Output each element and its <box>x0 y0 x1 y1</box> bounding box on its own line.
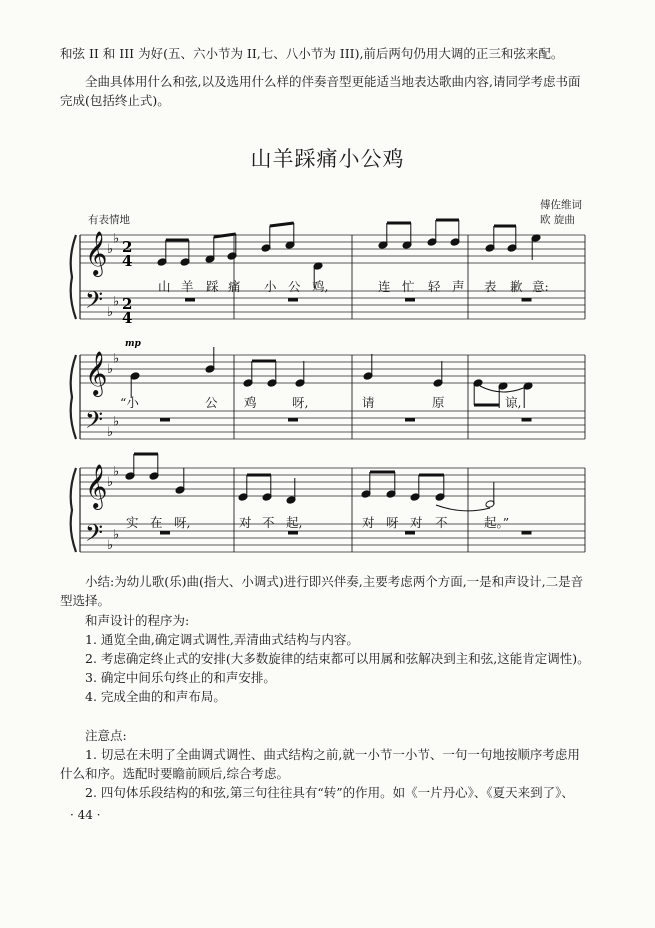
lyric-syllable: 呀 <box>386 515 399 530</box>
whole-rest-icon <box>405 298 415 302</box>
song-title: 山羊踩痛小公鸡 <box>250 147 405 171</box>
bass-clef-icon: 𝄢 <box>85 406 104 439</box>
lyric-syllable: 山 <box>158 279 171 294</box>
treble-clef-icon: 𝄞 <box>85 351 108 395</box>
treble-clef-icon: 𝄞 <box>85 464 108 508</box>
procedure-steps <box>60 630 590 706</box>
lyric-syllable: 对 <box>362 515 375 530</box>
lyric-syllable: 公 <box>205 395 218 410</box>
whole-rest-icon <box>522 531 532 535</box>
page-number: · 44 · <box>70 808 101 822</box>
lyric-syllable: 忙 <box>402 279 415 294</box>
attention-2: 2. 四句体乐段结构的和弦,第三句往往具有“转”的作用。如《一片丹心》、《夏天来到了》、 <box>85 785 574 800</box>
flat-icon: ♭ <box>113 464 120 480</box>
whole-rest-icon <box>160 531 170 535</box>
procedure-heading-text: 和声设计的程序为: <box>85 613 190 628</box>
whole-rest-icon <box>160 418 170 422</box>
step-2: 2. 考虑确定终止式的安排(大多数旋律的结束都可以用属和弦解决到主和弦,这能肯定调性)。 <box>85 651 590 666</box>
step-3: 3. 确定中间乐句终止的和声安排。 <box>85 670 276 685</box>
lyric-syllable: 起, <box>286 515 303 530</box>
lyric-syllable: 轻 <box>428 279 441 294</box>
lyric-syllable: 不 <box>435 515 448 530</box>
lyricist-credit: 傅佐维词 <box>540 199 582 211</box>
lyric-syllable: 表 <box>484 279 497 294</box>
whole-rest-icon <box>522 298 532 302</box>
flat-icon: ♭ <box>107 425 114 440</box>
lyric-syllable: 不 <box>262 515 275 530</box>
whole-rest-icon <box>185 298 195 302</box>
lyric-syllable: 意: <box>532 279 549 294</box>
lyric-syllable: 实 <box>126 515 139 530</box>
treble-clef-icon: 𝄞 <box>85 231 108 275</box>
lyric-syllable: 谅, <box>505 395 522 410</box>
whole-rest-icon <box>522 418 532 422</box>
intro-paragraph: 全曲具体用什么和弦,以及选用什么样的伴奏音型更能适当地表达歌曲内容,请同学考虑书面完成(包括终止式)。 <box>60 74 581 108</box>
lyric-syllable: 鸡, <box>312 279 329 294</box>
whole-rest-icon <box>405 418 415 422</box>
attention-heading: 注意点: <box>85 728 127 743</box>
lyric-syllable: 起。” <box>484 515 510 530</box>
lyric-syllable: 在 <box>150 515 163 530</box>
lyric-syllable: 歉 <box>510 279 523 294</box>
dynamic-mark: mp <box>125 339 141 349</box>
lyric-syllable: 声 <box>452 279 465 294</box>
intro-line-1: 和弦 II 和 III 为好(五、六小节为 II,七、八小节为 III),前后两句仍用大调的正三和弦来配。 <box>60 46 564 61</box>
lyric-syllable: 原 <box>432 395 445 410</box>
flat-icon: ♭ <box>113 294 120 310</box>
flat-icon: ♭ <box>107 305 114 320</box>
lyric-syllable: 羊 <box>181 279 194 294</box>
flat-icon: ♭ <box>107 475 114 490</box>
flat-icon: ♭ <box>107 242 114 257</box>
flat-icon: ♭ <box>113 527 120 543</box>
flat-icon: ♭ <box>107 362 114 377</box>
flat-icon: ♭ <box>113 414 120 430</box>
lyric-syllable: 呀, <box>174 515 191 530</box>
lyric-syllable: 踩 <box>206 279 219 294</box>
flat-icon: ♭ <box>107 538 114 553</box>
lyric-syllable: 请 <box>362 395 375 410</box>
tempo-marking: 有表情地 <box>88 214 130 226</box>
time-sig-bottom-treble: 4 <box>122 252 133 270</box>
attention-section <box>60 726 590 802</box>
bass-clef-icon: 𝄢 <box>85 286 104 319</box>
step-1: 1. 通览全曲,确定调式调性,弄清曲式结构与内容。 <box>85 632 359 647</box>
time-sig-top-bass: 2 <box>122 295 133 313</box>
lyric-syllable: 对 <box>410 515 423 530</box>
whole-rest-icon <box>288 298 298 302</box>
lyric-syllable: 呀, <box>292 395 309 410</box>
lyric-syllable: 连 <box>378 279 391 294</box>
lyric-syllable: 公 <box>288 279 301 294</box>
summary-text: 小结:为幼儿歌(乐)曲(指大、小调式)进行即兴伴奏,主要考虑两个方面,一是和声设计,二是音型选择。 <box>60 574 584 608</box>
lyric-syllable: “小 <box>120 395 139 410</box>
time-sig-bottom-bass: 4 <box>122 309 133 327</box>
attention-1: 1. 切忌在未明了全曲调式调性、曲式结构之前,就一小节一小节、一句一句地按顺序考虑用什么和序。选配时要瞻前顾后,综合考虑。 <box>60 747 580 781</box>
flat-icon: ♭ <box>113 231 120 247</box>
lyric-syllable: 鸡 <box>244 395 257 410</box>
bass-clef-icon: 𝄢 <box>85 519 104 552</box>
time-sig-top-treble: 2 <box>122 238 133 256</box>
whole-rest-icon <box>288 418 298 422</box>
whole-rest-icon <box>288 531 298 535</box>
lyric-syllable: 对 <box>239 515 252 530</box>
whole-rest-icon <box>405 531 415 535</box>
flat-icon: ♭ <box>113 351 120 367</box>
composer-credit: 欧 旋曲 <box>540 214 575 226</box>
lyric-syllable: 小 <box>264 279 277 294</box>
summary-paragraph <box>60 572 590 610</box>
lyric-syllable: 痛 <box>228 279 241 294</box>
step-4: 4. 完成全曲的和声布局。 <box>85 689 226 704</box>
procedure-heading <box>60 611 590 630</box>
